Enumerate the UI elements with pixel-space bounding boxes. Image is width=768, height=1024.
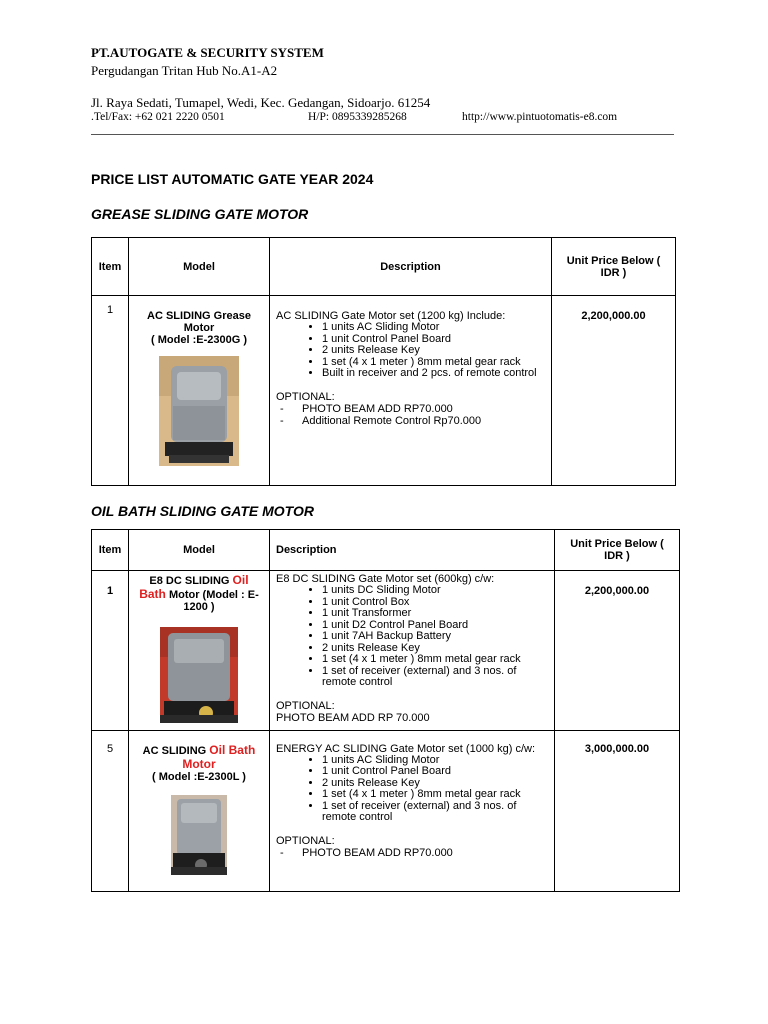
list-item: • 1 unit D2 Control Panel Board: [322, 620, 548, 632]
header-description: Description: [270, 238, 552, 296]
optional-label: OPTIONAL:: [276, 834, 335, 847]
unit-price: 2,200,000.00: [584, 585, 650, 597]
list-item: • Built in receiver and 2 pcs. of remote control: [322, 368, 545, 380]
list-item: • 2 units Release Key: [322, 778, 548, 790]
includes-list: [276, 585, 548, 689]
contact-line: [91, 111, 691, 127]
company-name: PT.AUTOGATE & SECURITY SYSTEM: [91, 45, 324, 60]
oilbath-price-table: [91, 529, 680, 892]
table-header-row: [92, 530, 680, 571]
grease-motor-photo: [159, 356, 239, 466]
list-item: • 1 set of receiver (external) and 3 nos. of remote control: [322, 666, 548, 689]
list-item: • 1 unit Control Panel Board: [322, 766, 548, 778]
oil-bath-highlight: Oil Bath Motor: [182, 742, 256, 771]
list-item: • 1 set (4 x 1 meter ) 8mm metal gear rack: [322, 654, 548, 666]
optional-item: Additional Remote Control Rp70.000: [302, 414, 482, 427]
item-number: 5: [106, 742, 114, 755]
header-model: Model: [129, 238, 270, 296]
list-item: • 2 units Release Key: [322, 345, 545, 357]
oilbath-section-title: OIL BATH SLIDING GATE MOTOR: [91, 503, 314, 519]
desc-intro: AC SLIDING Gate Motor set (1200 kg) Include:: [276, 310, 506, 322]
table-row: 1 AC SLIDING Grease Motor ( Model :E-2300G ) AC SLIDING Gate Motor set (1200 kg) Include: • 1 units AC Sliding Motor • 1 unit Control Panel Board • 2 units Release Key • 1 set (4 x 1 meter ) 8mm metal gear rack • Built in receiver and 2 pcs. of remote control OPTIONAL: - PHOTO BEAM ADD RP70.000 - Additional Remote Control Rp70.000 2,200,000.00: [92, 296, 676, 486]
list-item: • 1 unit Control Panel Board: [322, 334, 545, 346]
address-line-2: Jl. Raya Sedati, Tumapel, Wedi, Kec. Gedangan, Sidoarjo. 61254: [91, 95, 431, 110]
optional-item: PHOTO BEAM ADD RP 70.000: [276, 711, 430, 724]
tel-fax: .Tel/Fax: +62 021 2220 0501: [91, 111, 225, 123]
table-row: [92, 571, 680, 731]
document-title: PRICE LIST AUTOMATIC GATE YEAR 2024: [91, 171, 374, 187]
includes-list: [276, 322, 545, 380]
desc-intro: E8 DC SLIDING Gate Motor set (600kg) c/w:: [276, 573, 495, 585]
address-line-1: Pergudangan Tritan Hub No.A1-A2: [91, 63, 278, 78]
list-item: • 1 units AC Sliding Motor: [322, 322, 545, 334]
list-item: • 1 units AC Sliding Motor: [322, 755, 548, 767]
unit-price: 3,000,000.00: [584, 742, 650, 755]
grease-section-title: GREASE SLIDING GATE MOTOR: [91, 206, 309, 222]
item-number: 1: [106, 585, 114, 597]
ac-oilbath-motor-photo: [171, 795, 227, 875]
optional-item: PHOTO BEAM ADD RP70.000: [302, 846, 453, 859]
model-name: E8 DC SLIDING Oil Bath Motor (Model : E-1200 ): [139, 573, 259, 613]
header-unit-price: Unit Price Below ( IDR ): [552, 238, 676, 296]
optional-label: OPTIONAL:: [276, 699, 335, 712]
table-row: 5 AC SLIDING Oil Bath Motor ( Model :E-2300L ) ENERGY AC SLIDING Gate Motor set (1000 kg) c/w: • 1 units AC Sliding Motor • 1 unit Control Panel Board • 2 units Release Key • 1 set (4 x 1 meter ) 8mm metal gear rack • 1 set of receiver (external) and 3 nos. of remote control OPTIONAL: - PHOTO BEAM ADD RP70.000 3,000,000.00: [92, 730, 680, 891]
header-unit-price: Unit Price Below ( IDR ): [555, 530, 680, 571]
item-number: 1: [106, 304, 114, 316]
unit-price: 2,200,000.00: [581, 310, 646, 322]
list-item: • 2 units Release Key: [322, 643, 548, 655]
includes-list: [276, 755, 548, 824]
optional-label: OPTIONAL:: [276, 390, 335, 403]
header-item: Item: [92, 530, 129, 571]
list-item: • 1 unit 7AH Backup Battery: [322, 631, 548, 643]
website-link[interactable]: http://www.pintuotomatis-e8.com: [462, 111, 618, 123]
header-divider: [91, 134, 674, 135]
optional-item: PHOTO BEAM ADD RP70.000: [302, 402, 453, 415]
model-name: AC SLIDING Grease Motor: [147, 310, 251, 334]
header-model: Model: [129, 530, 270, 571]
list-item: • 1 unit Control Box: [322, 597, 548, 609]
header-description: Description: [270, 530, 555, 571]
header-item: Item: [92, 238, 129, 296]
model-code: ( Model :E-2300L ): [152, 770, 246, 783]
model-code: ( Model :E-2300G ): [151, 334, 247, 346]
list-item: • 1 set of receiver (external) and 3 nos. of remote control: [322, 801, 548, 824]
table-header-row: [92, 238, 676, 296]
list-item: • 1 set (4 x 1 meter ) 8mm metal gear rack: [322, 789, 548, 801]
handphone: H/P: 0895339285268: [308, 111, 407, 123]
list-item: • 1 set (4 x 1 meter ) 8mm metal gear rack: [322, 357, 545, 369]
list-item: • 1 unit Transformer: [322, 608, 548, 620]
oil-bath-highlight: Oil Bath: [139, 573, 249, 601]
model-name: AC SLIDING Oil Bath Motor: [142, 742, 256, 771]
dc-oilbath-motor-photo: [160, 627, 238, 723]
desc-intro: ENERGY AC SLIDING Gate Motor set (1000 kg) c/w:: [276, 742, 535, 755]
list-item: • 1 units DC Sliding Motor: [322, 585, 548, 597]
grease-price-table: [91, 237, 676, 486]
